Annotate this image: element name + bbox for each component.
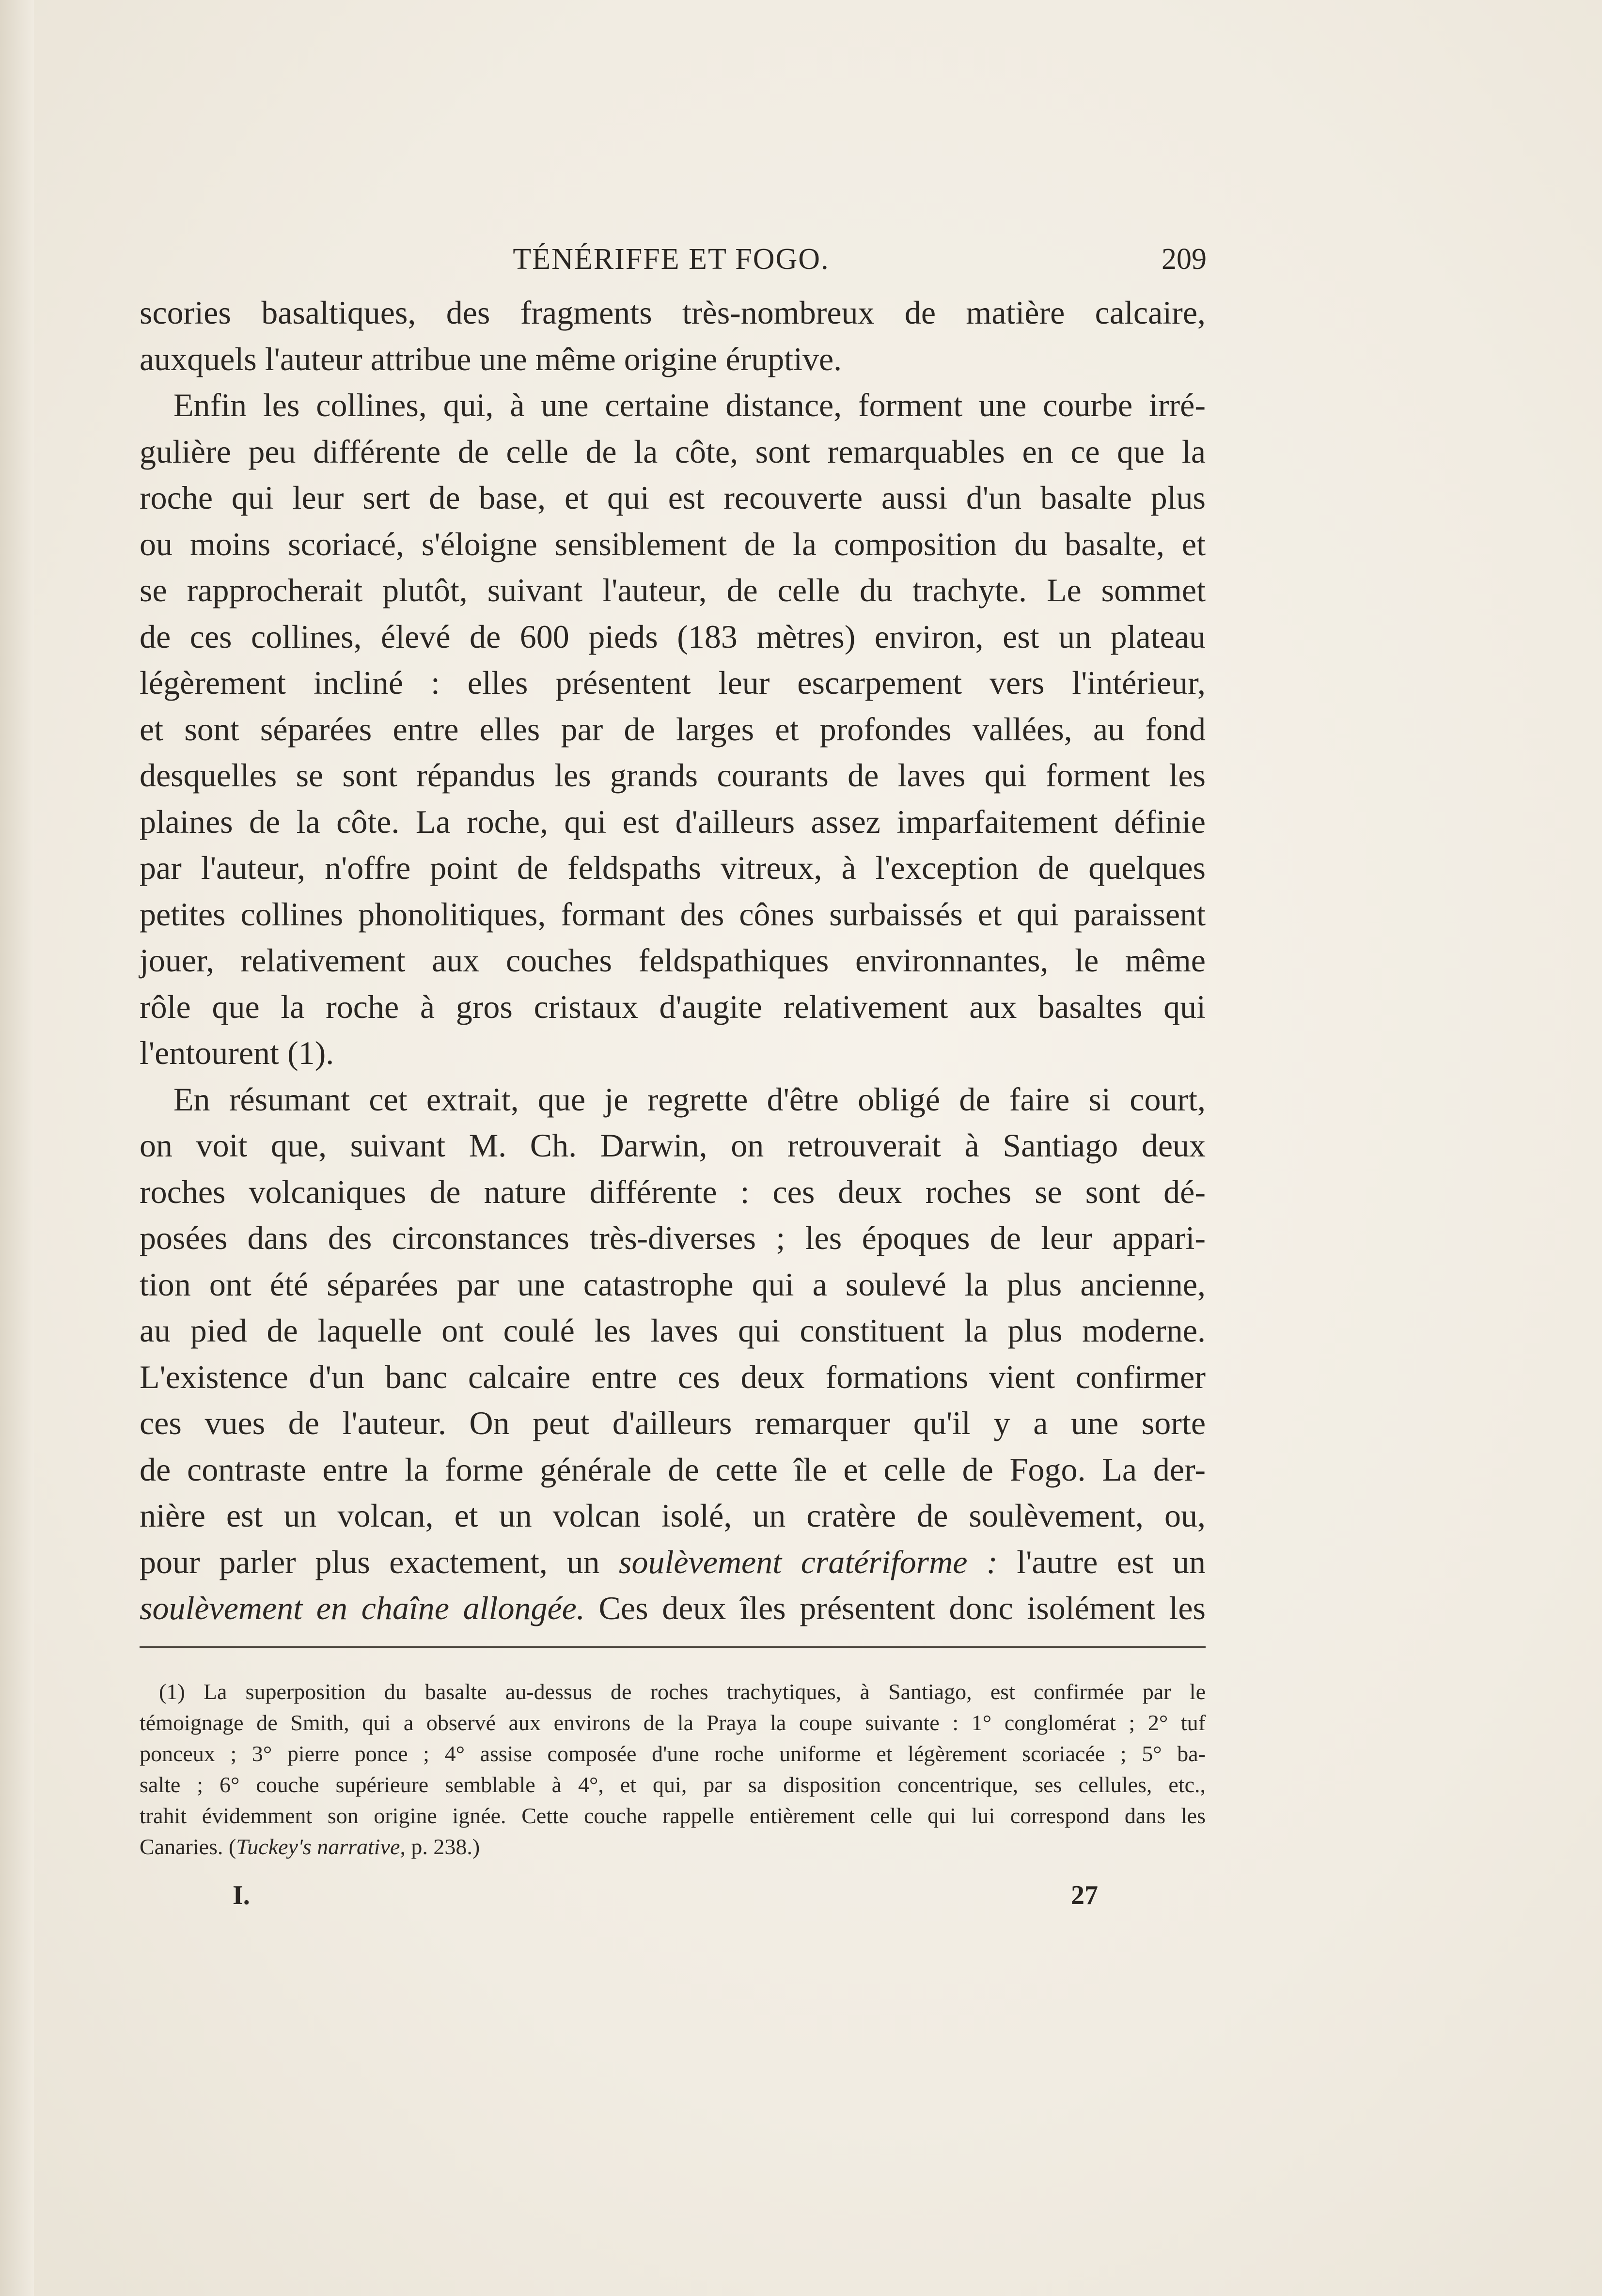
footnote-rule (140, 1646, 1206, 1648)
text-line: on voit que, suivant M. Ch. Darwin, on retrouverait à Santiago deux (140, 1127, 1206, 1164)
text-fragment: Ces deux îles présentent donc isolément les (584, 1590, 1206, 1626)
text-line: de ces collines, élevé de 600 pieds (183 mètres) environ, est un plateau (140, 618, 1206, 655)
footnote-line: ponceux ; 3° pierre ponce ; 4° assise composée d'une roche uniforme et légèrement scoriacée ; 5° ba- (140, 1741, 1206, 1766)
text-line: de contraste entre la forme générale de cette île et celle de Fogo. La der- (140, 1451, 1206, 1488)
italic-phrase: Tuckey's narrative, (236, 1834, 406, 1859)
page-header (136, 242, 1207, 281)
page-gutter (0, 0, 34, 2296)
text-line: posées dans des circonstances très-diverses ; les époques de leur appari- (140, 1219, 1206, 1256)
body-text (140, 290, 1206, 1632)
text-line (140, 1585, 1206, 1632)
text-line: l'entourent (1). (140, 1034, 334, 1071)
italic-phrase: soulèvement en chaîne allongée. (140, 1590, 585, 1626)
text-line: gulière peu différente de celle de la côte, sont remarquables en ce que la (140, 433, 1206, 470)
text-line: petites collines phonolitiques, formant des cônes surbaissés et qui paraissent (140, 895, 1206, 933)
sheet-number: 27 (1071, 1880, 1098, 1910)
footnote-line (140, 1831, 1206, 1862)
text-line: nière est un volcan, et un volcan isolé, un cratère de soulèvement, ou, (140, 1497, 1206, 1534)
signature-mark: I. (233, 1880, 250, 1910)
text-fragment: pour parler plus exactement, un (140, 1543, 619, 1580)
text-line: se rapprocherait plutôt, suivant l'auteur, de celle du trachyte. Le sommet (140, 572, 1206, 609)
text-line: Enfin les collines, qui, à une certaine distance, forment une courbe irré- (173, 387, 1206, 423)
text-line: au pied de laquelle ont coulé les laves qui constituent la plus moderne. (140, 1312, 1206, 1349)
footnote-line: (1) La superposition du basalte au-dessus de roches trachytiques, à Santiago, est confirmée par le (159, 1679, 1206, 1704)
text-line: auxquels l'auteur attribue une même origine éruptive. (140, 340, 842, 377)
text-line: par l'auteur, n'offre point de feldspaths vitreux, à l'exception de quelques (140, 849, 1206, 886)
text-line: roches volcaniques de nature différente : ces deux roches se sont dé- (140, 1173, 1206, 1210)
text-line: jouer, relativement aux couches feldspathiques environnantes, le même (140, 942, 1206, 979)
footnote-line: trahit évidemment son origine ignée. Cette couche rappelle entièrement celle qui lui correspond dans les (140, 1803, 1206, 1828)
text-line: plaines de la côte. La roche, qui est d'ailleurs assez imparfaitement définie (140, 803, 1206, 840)
text-line: L'existence d'un banc calcaire entre ces deux formations vient confirmer (140, 1358, 1206, 1395)
text-line: rôle que la roche à gros cristaux d'augite relativement aux basaltes qui (140, 988, 1206, 1025)
text-line: ou moins scoriacé, s'éloigne sensiblement de la composition du basalte, et (140, 525, 1206, 562)
text-line: En résumant cet extrait, que je regrette d'être obligé de faire si court, (173, 1080, 1206, 1118)
text-line: légèrement incliné : elles présentent leur escarpement vers l'intérieur, (140, 664, 1206, 701)
running-head: TÉNÉRIFFE ET FOGO. (513, 243, 830, 276)
text-line: et sont séparées entre elles par de larges et profondes vallées, au fond (140, 710, 1206, 748)
text-line: ces vues de l'auteur. On peut d'ailleurs remarquer qu'il y a une sorte (140, 1405, 1206, 1441)
italic-phrase: soulèvement cratériforme : (619, 1543, 998, 1580)
text-line: scories basaltiques, des fragments très-nombreux de matière calcaire, (140, 294, 1206, 331)
text-fragment: l'autre est un (997, 1543, 1206, 1580)
footnote-line: témoignage de Smith, qui a observé aux environs de la Praya la coupe suivante : 1° conglomérat ; 2° tuf (140, 1710, 1206, 1735)
text-fragment: Canaries. ( (140, 1834, 236, 1859)
text-line (140, 1539, 1206, 1586)
text-line: tion ont été séparées par une catastrophe qui a soulevé la plus ancienne, (140, 1265, 1206, 1303)
text-fragment: p. 238.) (405, 1834, 480, 1859)
page-number: 209 (1162, 243, 1207, 276)
text-line: roche qui leur sert de base, et qui est recouverte aussi d'un basalte plus (140, 479, 1206, 516)
footnotes (140, 1676, 1206, 1862)
text-line: desquelles se sont répandus les grands courants de laves qui forment les (140, 757, 1206, 794)
footnote-line: salte ; 6° couche supérieure semblable à 4°, et qui, par sa disposition concentrique, ses cellules, etc., (140, 1772, 1206, 1797)
